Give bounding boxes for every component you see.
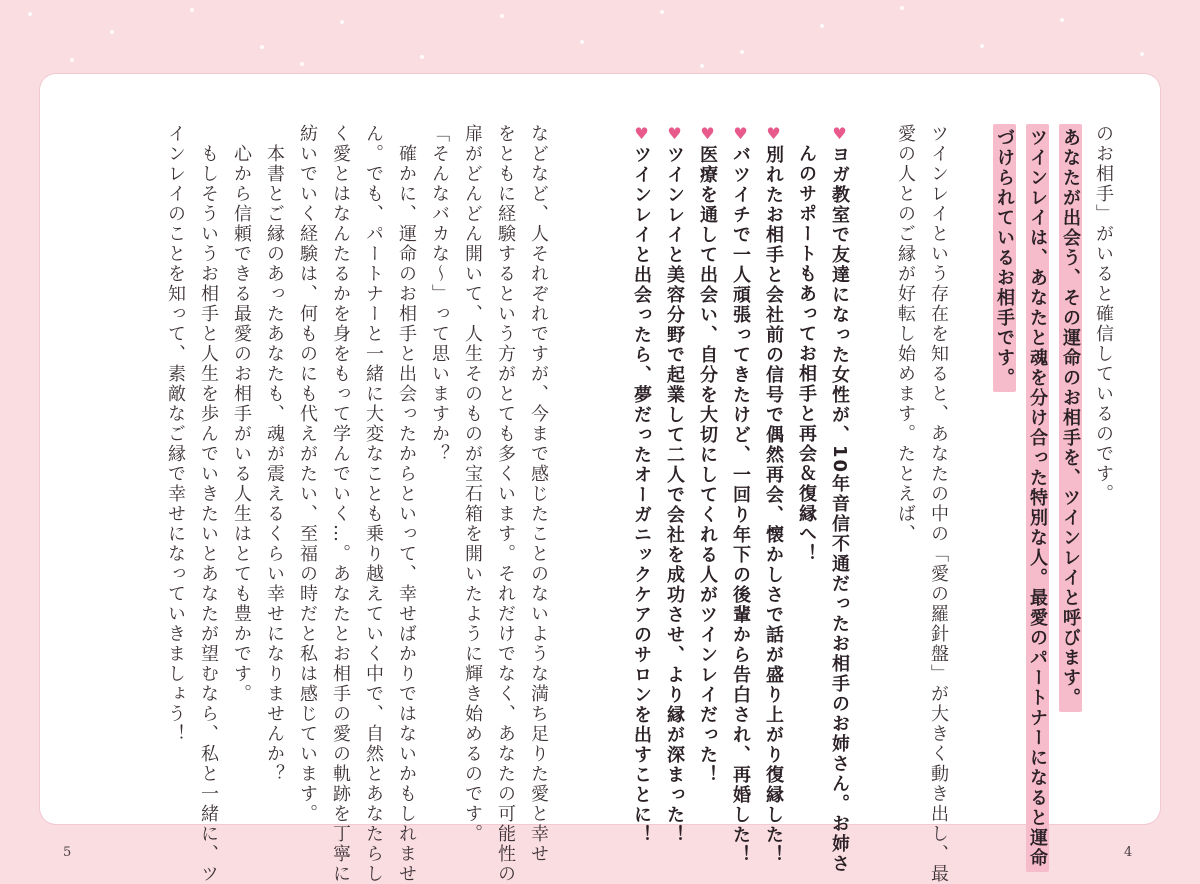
line-text: のお相手」がいると確信しているのです。: [1093, 124, 1114, 504]
right-page-line: [757, 124, 790, 884]
heart-icon: ♥: [665, 124, 684, 145]
line-text: ツインレイと美容分野で起業して二人で会社を成功させ、より縁が深まった！: [664, 145, 685, 845]
heart-icon: ♥: [731, 124, 750, 145]
line-text: んのサポートもあってお相手と再会＆復縁へ！: [796, 144, 817, 564]
heart-icon: ♥: [764, 124, 783, 145]
right-page-line: [625, 124, 658, 884]
line-text: ヨガ教室で友達になった女性が、10年音信不通だったお相手のお姉さん。お姉さ: [829, 145, 850, 875]
left-page-line: [225, 124, 258, 884]
line-text: あなたが出会う、その運命のお相手を、ツインレイと呼びます。: [1059, 124, 1082, 712]
left-page-line: [489, 124, 522, 884]
line-text: 心から信頼できる最愛のお相手がいる人生はとても豊かです。: [231, 144, 252, 704]
right-page-line: [889, 124, 922, 884]
line-text: 紡いでいく経験は、何ものにも代えがたい、至福の時だと私は感じています。: [297, 124, 318, 824]
left-page-line: [357, 124, 390, 884]
right-page-line: [724, 124, 757, 884]
line-text: 「そんなバカな～」って思いますか？: [429, 124, 450, 464]
heart-icon: ♥: [632, 124, 651, 145]
right-page-line: [1054, 124, 1087, 884]
right-page-line: [790, 124, 823, 884]
left-page-line: [291, 124, 324, 884]
line-text: バツイチで一人頑張ってきたけど、一回り年下の後輩から告白され、再婚した！: [730, 145, 751, 865]
line-text: 医療を通して出会い、自分を大切にしてくれる人がツインレイだった！: [697, 145, 718, 785]
page-number-right: 4: [1124, 845, 1133, 860]
line-text: づけられているお相手です。: [993, 124, 1016, 392]
left-page-line: [423, 124, 456, 884]
right-page-line: [1021, 124, 1054, 884]
page-number-left: 5: [63, 845, 72, 860]
right-page-line: [922, 124, 955, 884]
left-page-line: [324, 124, 357, 884]
line-text: をともに経験するという方がとても多くいます。それだけでなく、あなたの可能性の: [495, 124, 516, 884]
right-page-line: [1087, 124, 1120, 884]
left-page-line: [159, 124, 192, 884]
line-text: などなど、人それぞれですが、今まで感じたことのないような満ち足りた愛と幸せ: [528, 124, 549, 864]
line-text: ツインレイは、あなたと魂を分け合った特別な人。最愛のパートナーになると運命: [1026, 124, 1049, 872]
line-text: く愛とはなんたるかを身をもって学んでいく…。あなたとお相手の愛の軌跡を丁寧に: [330, 124, 351, 884]
line-text: インレイのことを知って、素敵なご縁で幸せになっていきましょう！: [165, 124, 186, 744]
heart-icon: ♥: [830, 124, 849, 145]
right-page-line: [691, 124, 724, 884]
left-page-line: [456, 124, 489, 884]
line-text: ん。でも、パートナーと一緒に大変なことも乗り越えていく中で、自然とあなたらし: [363, 124, 384, 884]
heart-icon: ♥: [698, 124, 717, 145]
left-page-line: [192, 124, 225, 884]
left-page-line: [522, 124, 555, 884]
book-spread: [40, 74, 1160, 884]
right-page-line: [988, 124, 1021, 884]
left-page-line: [390, 124, 423, 884]
line-text: 本書とご縁のあったあなたも、魂が震えるくらい幸せになりませんか？: [264, 144, 285, 784]
line-text: ツインレイという存在を知ると、あなたの中の「愛の羅針盤」が大きく動き出し、最: [928, 124, 949, 884]
sparkle-decoration: [0, 0, 1200, 75]
line-text: 別れたお相手と会社前の信号で偶然再会、懐かしさで話が盛り上がり復縁した！: [763, 145, 784, 865]
left-page-text: [159, 124, 555, 884]
left-page-line: [258, 124, 291, 884]
right-page-line: [823, 124, 856, 884]
right-page-line: [658, 124, 691, 884]
line-text: ツインレイと出会ったら、夢だったオーガニックケアのサロンを出すことに！: [631, 145, 652, 845]
line-text: もしそういうお相手と人生を歩んでいきたいとあなたが望むなら、私と一緒に、ツ: [198, 144, 219, 884]
line-text: 愛の人とのご縁が好転し始めます。たとえば、: [895, 124, 916, 544]
line-text: 確かに、運命のお相手と出会ったからといって、幸せばかりではないかもしれませ: [396, 144, 417, 884]
right-page-text: [625, 124, 1120, 884]
line-text: 扉がどんどん開いて、人生そのものが宝石箱を開いたように輝き始めるのです。: [462, 124, 483, 844]
